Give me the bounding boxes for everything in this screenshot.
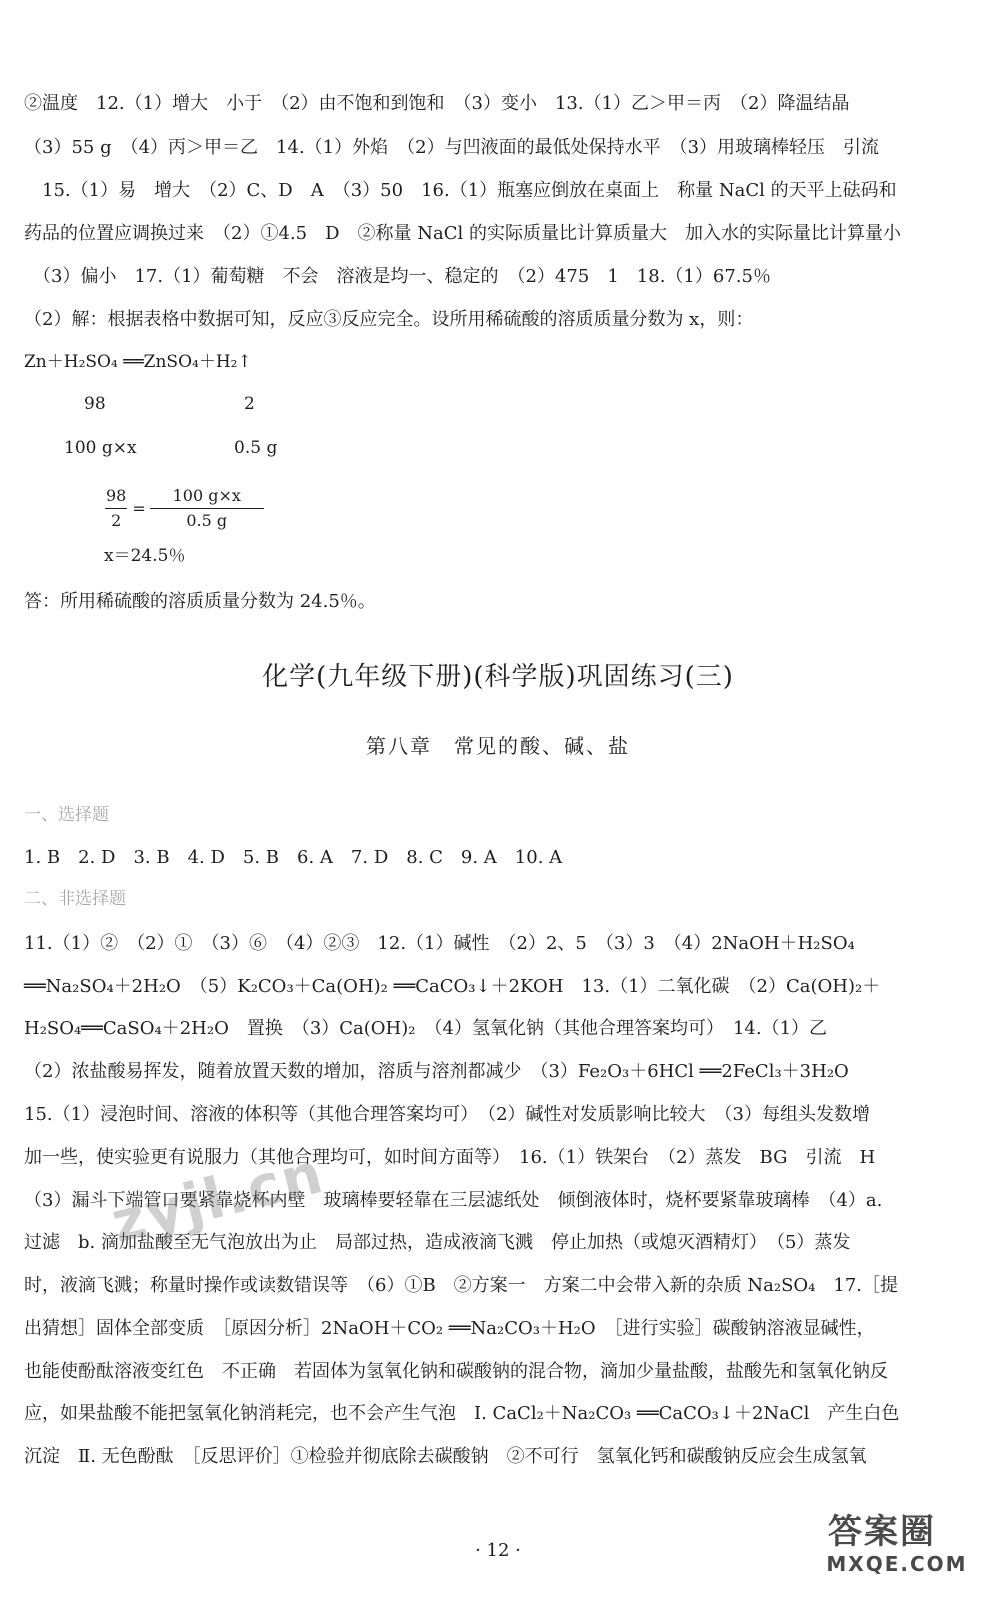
chapter-heading: 第八章 常见的酸、碱、盐 — [366, 734, 630, 758]
proportion-equation — [104, 484, 264, 533]
fraction-numerator: 100 g×x — [172, 486, 241, 505]
answer-line: （3）漏斗下端管口要紧靠烧杯内壁 玻璃棒要轻靠在三层滤纸处 倾倒液体时，烧杯要紧靠玻璃棒 （4）a. — [24, 1190, 883, 1211]
mass-h2: 0.5 g — [234, 438, 278, 458]
calculation-result: x＝24.5％ — [104, 546, 186, 566]
logo-text: 答案圈 — [828, 1512, 936, 1552]
answer-line: 应，如果盐酸不能把氢氧化钠消耗完，也不会产生气泡 Ⅰ. CaCl₂＋Na₂CO₃ ══CaCO₃↓＋2NaCl 产生白色 — [24, 1403, 900, 1424]
answer-line: （2）解：根据表格中数据可知，反应③反应完全。设所用稀硫酸的溶质质量分数为 x，则： — [24, 309, 754, 330]
answer-line: （2）浓盐酸易挥发，随着放置天数的增加，溶质与溶剂都减少 （3）Fe₂O₃＋6HCl ══2FeCl₃＋3H₂O — [24, 1061, 849, 1082]
answer-line: ②温度 12.（1）增大 小于 （2）由不饱和到饱和 （3）变小 13.（1）乙＞甲＝丙 （2）降温结晶 — [24, 93, 850, 114]
answer-line: 药品的位置应调换过来 （2）①4.5 D ②称量 NaCl 的实际质量比计算质量大 加入水的实际量比计算量小 — [24, 223, 901, 244]
site-logo — [822, 1512, 972, 1584]
answer-line: 11.（1）② （2）① （3）⑥ （4）②③ 12.（1）碱性 （2）2、5 （3）3 （4）2NaOH＋H₂SO₄ — [24, 933, 855, 954]
fraction-numerator: 98 — [106, 486, 127, 505]
fraction-denominator: 2 — [111, 511, 122, 530]
page-title: 化学(九年级下册)(科学版)巩固练习(三) — [262, 662, 734, 692]
answer-line: 出猜想］固体全部变质 ［原因分析］2NaOH＋CO₂ ══Na₂CO₃＋H₂O ［进行实验］碳酸钠溶液显碱性， — [24, 1318, 875, 1339]
watermark: zyjl.cn — [105, 1140, 331, 1257]
page-number: · 12 · — [475, 1540, 521, 1561]
answer-statement: 答：所用稀硫酸的溶质质量分数为 24.5％。 — [24, 591, 376, 612]
answer-line: 15.（1）浸泡时间、溶液的体积等（其他合理答案均可） （2）碱性对发质影响比较大 （3）每组头发数增 — [24, 1104, 870, 1125]
logo-domain: MXQE.COM — [826, 1552, 968, 1576]
equals-sign: = — [132, 499, 146, 518]
answer-line: 时，液滴飞溅；称量时操作或读数错误等 （6）①B ②方案一 方案二中会带入新的杂质 Na₂SO₄ 17.［提 — [24, 1275, 899, 1296]
section-heading-choice: 一、选择题 — [24, 805, 109, 825]
chemical-equation: Zn＋H₂SO₄ ══ZnSO₄＋H₂↑ — [24, 352, 252, 372]
answer-line: ══Na₂SO₄＋2H₂O （5）K₂CO₃＋Ca(OH)₂ ══CaCO₃↓＋2KOH 13.（1）二氧化碳 （2）Ca(OH)₂＋ — [24, 976, 881, 997]
molar-mass-zn-h2so4: 98 — [84, 394, 106, 414]
answer-line: （3）偏小 17.（1）葡萄糖 不会 溶液是均一、稳定的 （2）475 1 18.（1）67.5％ — [24, 266, 771, 287]
mass-acid: 100 g×x — [64, 438, 137, 458]
answer-line: （3）55 g （4）丙＞甲＝乙 14.（1）外焰 （2）与凹液面的最低处保持水平 （3）用玻璃棒轻压 引流 — [24, 137, 880, 158]
section-heading-nonchoice: 二、非选择题 — [24, 889, 126, 909]
answer-line: 过滤 b. 滴加盐酸至无气泡放出为止 局部过热，造成液滴飞溅 停止加热（或熄灭酒精灯） （5）蒸发 — [24, 1232, 851, 1253]
answer-line: 加一些，使实验更有说服力（其他合理均可，如时间方面等） 16.（1）铁架台 （2）蒸发 BG 引流 H — [24, 1147, 876, 1168]
answer-line: H₂SO₄══CaSO₄＋2H₂O 置换 （3）Ca(OH)₂ （4）氢氧化钠（其他合理答案均可） 14.（1）乙 — [24, 1018, 828, 1039]
choice-answers: 1. B 2. D 3. B 4. D 5. B 6. A 7. D 8. C 9. A 10. A — [24, 847, 563, 868]
answer-line: 15.（1）易 增大 （2）C、D A （3）50 16.（1）瓶塞应倒放在桌面上 称量 NaCl 的天平上砝码和 — [24, 180, 897, 201]
fraction-denominator: 0.5 g — [186, 511, 228, 530]
answer-line: 也能使酚酞溶液变红色 不正确 若固体为氢氧化钠和碳酸钠的混合物，滴加少量盐酸，盐酸先和氢氧化钠反 — [24, 1361, 888, 1382]
answer-line: 沉淀 Ⅱ. 无色酚酞 ［反思评价］①检验并彻底除去碳酸钠 ②不可行 氢氧化钙和碳酸钠反应会生成氢氧 — [24, 1446, 867, 1467]
molar-mass-h2: 2 — [244, 394, 255, 414]
